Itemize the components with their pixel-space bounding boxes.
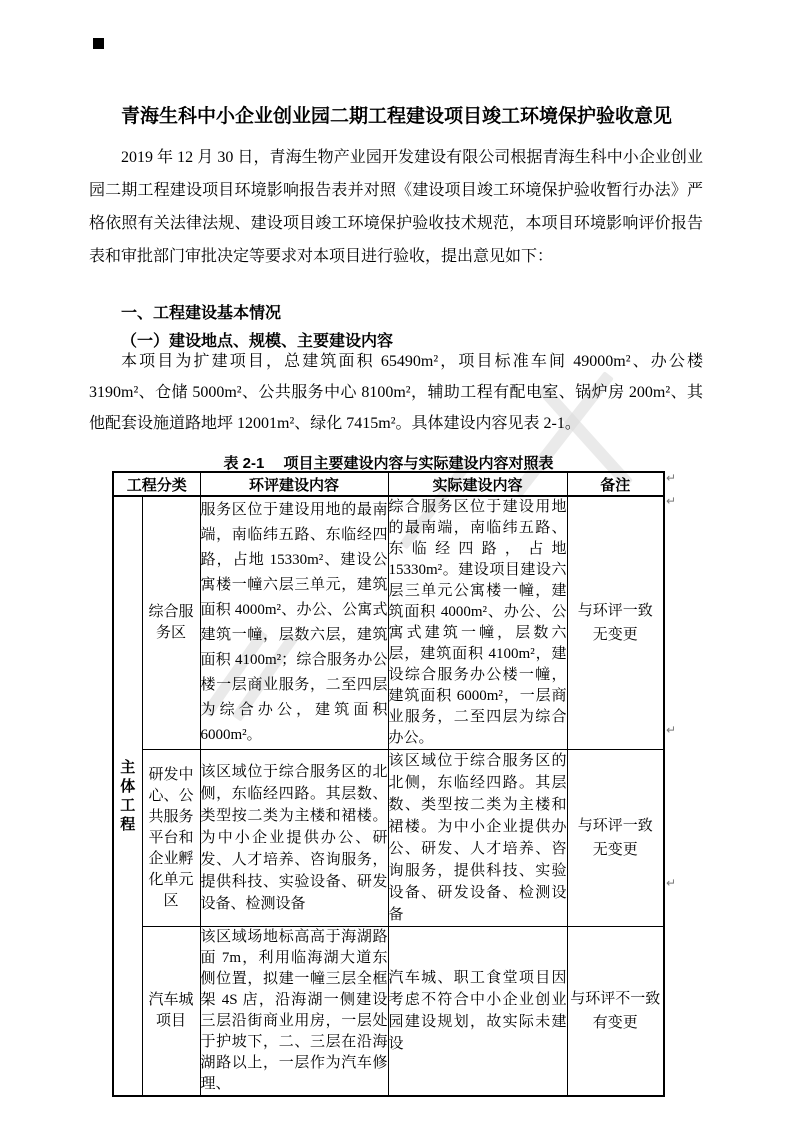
table-caption: 表 2-1 项目主要建设内容与实际建设内容对照表 [223, 455, 554, 472]
comparison-table [112, 471, 665, 1097]
eia-content-cell: 服务区位于建设用地的最南端，南临纬五路、东临经四路，占地 15330m²、建设公寓楼一幢六层三单元，建筑面积 4000m²、办公、公寓式建筑一幢，层数六层，建筑面积 4100m²；综合服务办公楼一层商业服务，二至四层为综合办公，建筑面积 6000m²。 [200, 496, 388, 750]
header-remark: 备注 [567, 472, 664, 496]
intro-paragraph: 2019 年 12 月 30 日，青海生物产业园开发建设有限公司根据青海生科中小企业创业园二期工程建设项目环境影响报告表并对照《建设项目竣工环境保护验收暂行办法》严格依照有关法律法规、建设项目竣工环境保护验收技术规范，本项目环境影响评价报告表和审批部门审批决定等要求对本项目进行验收，提出意见如下： [89, 149, 703, 265]
group-label-main-works: 主体工程 [113, 496, 142, 1096]
remark-line: 与环评一致 [577, 818, 653, 834]
table-row [113, 750, 664, 927]
section-heading: 一、工程建设基本情况 [121, 305, 282, 322]
actual-content-cell: 汽车城、职工食堂项目因考虑不符合中小企业创业园建设规划，故实际未建设 [388, 927, 567, 1097]
eia-content-cell: 该区域场地标高高于海湖路面 7m，利用临海湖大道东侧位置，拟建一幢三层全框架 4S 店，沿海湖一侧建设三层沿街商业用房，一层处于护坡下，二、三层在沿海湖路以上，一层作为汽车修理、 [200, 927, 388, 1097]
remark-cell [567, 496, 664, 750]
remark-cell [567, 750, 664, 927]
remark-line: 无变更 [592, 627, 638, 643]
remark-line: 与环评不一致 [570, 991, 661, 1007]
scale-paragraph: 本项目为扩建项目，总建筑面积 65490m²，项目标准车间 49000m²、办公楼 3190m²、仓储 5000m²、公共服务中心 8100m²，辅助工程有配电室、锅炉房 200m²、其他配套设施道路地坪 12001m²、绿化 7415m²。具体建设内容见表 2-1。 [89, 353, 703, 432]
page-title: 青海生科中小企业创业园二期工程建设项目竣工环境保护验收意见 [120, 106, 672, 127]
eia-content-cell: 该区域位于综合服务区的北侧，东临经四路。其层数、类型按二类为主楼和裙楼。为中小企业提供办公、研发、人才培养、咨询服务，提供科技、实验设备、研发设备、检测设备 [200, 750, 388, 927]
table-row [113, 927, 664, 1097]
row-label: 综合服务区 [142, 496, 200, 750]
remark-line: 与环评一致 [577, 603, 653, 619]
header-category: 工程分类 [113, 472, 200, 496]
return-mark-icon: ↵ [666, 723, 677, 737]
table-header-row [113, 472, 664, 496]
table-row [113, 496, 664, 750]
remark-cell [567, 927, 664, 1097]
actual-content-cell: 综合服务区位于建设用地的最南端，南临纬五路、东临经四路，占地 15330m²。建设项目建设六层三单元公寓楼一幢，建筑面积 4000m²、办公、公寓式建筑一幢，层数六层，建筑面积 4100m²，建设综合服务办公楼一幢，建筑面积 6000m²，一层商业服务，二至四层为综合办公。 [388, 496, 567, 750]
row-label: 研发中心、公共服务平台和企业孵化单元区 [142, 750, 200, 927]
return-mark-icon: ↵ [666, 494, 677, 508]
return-mark-icon: ↵ [666, 876, 677, 890]
actual-content-cell: 该区域位于综合服务区的北侧，东临经四路。其层数、类型按二类为主楼和裙楼。为中小企业提供办公、研发、人才培养、咨询服务，提供科技、实验设备、研发设备、检测设备 [388, 750, 567, 927]
row-label: 汽车城项目 [142, 927, 200, 1097]
return-mark-icon: ↵ [666, 471, 677, 485]
remark-line: 无变更 [592, 842, 638, 858]
black-square-marker [93, 38, 104, 49]
remark-line: 有变更 [592, 1015, 638, 1031]
header-actual-content: 实际建设内容 [388, 472, 567, 496]
subsection-heading: （一）建设地点、规模、主要建设内容 [121, 333, 394, 350]
header-eia-content: 环评建设内容 [200, 472, 388, 496]
